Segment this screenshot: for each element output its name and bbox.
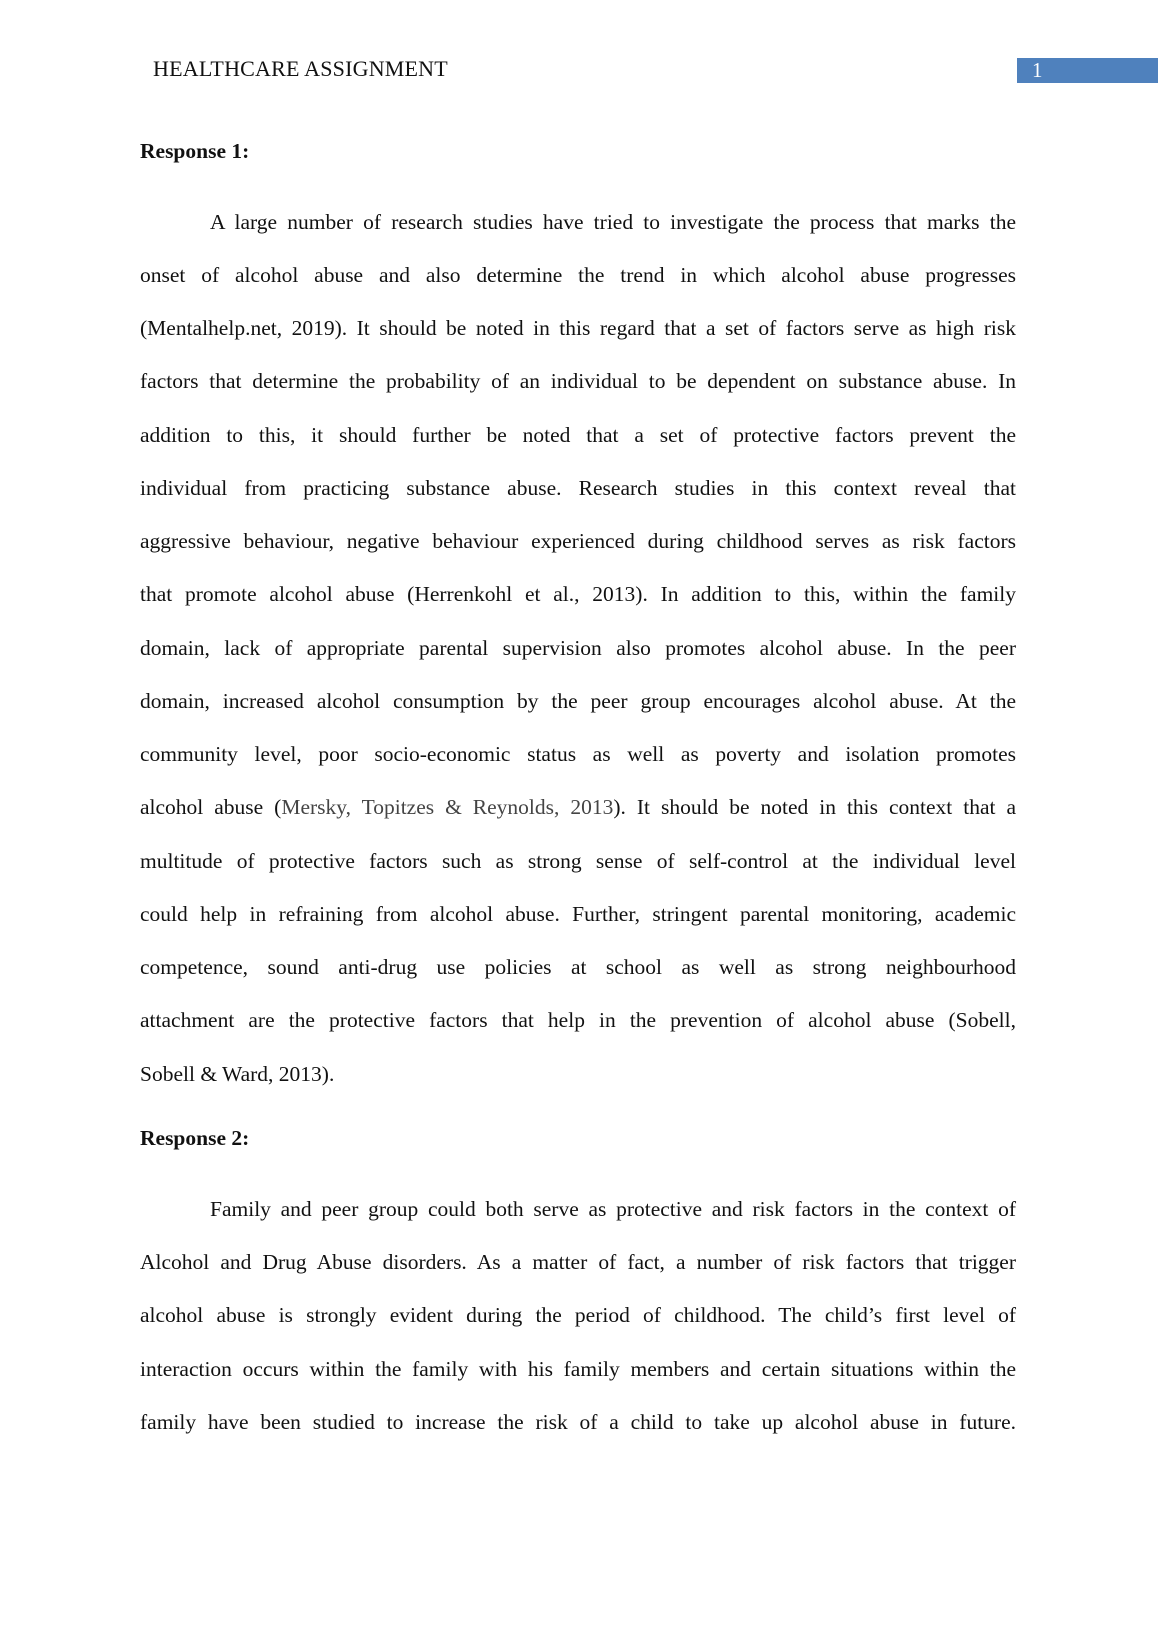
paragraph-line: individual from practicing substance abuse. Research studies in this context reveal that [140,476,1016,500]
paragraph-line: alcohol abuse is strongly evident during the period of childhood. The child’s first level of [140,1303,1016,1327]
paragraph-line: domain, increased alcohol consumption by the peer group encourages alcohol abuse. At the [140,689,1016,713]
page-number-badge [1017,58,1158,83]
running-header-title: HEALTHCARE ASSIGNMENT [153,56,448,81]
paragraph-line: could help in refraining from alcohol abuse. Further, stringent parental monitoring, academic [140,902,1016,926]
paragraph-line: community level, poor socio-economic status as well as poverty and isolation promotes [140,742,1016,766]
paragraph-line-with-citation [140,792,1016,822]
paragraph-line: that promote alcohol abuse (Herrenkohl et al., 2013). In addition to this, within the family [140,582,1016,606]
section-heading: Response 2: [140,1126,250,1150]
paragraph-line: Alcohol and Drug Abuse disorders. As a matter of fact, a number of risk factors that trigger [140,1250,1016,1274]
paragraph-line: factors that determine the probability of an individual to be dependent on substance abuse. In [140,369,1016,393]
line-text-before: alcohol abuse ( [140,795,282,819]
paragraph-line: (Mentalhelp.net, 2019). It should be noted in this regard that a set of factors serve as high risk [140,316,1016,340]
paragraph-line: interaction occurs within the family with his family members and certain situations within the [140,1357,1016,1381]
paragraph-line: aggressive behaviour, negative behaviour experienced during childhood serves as risk factors [140,529,1016,553]
paragraph-line: Sobell & Ward, 2013). [140,1062,335,1086]
paragraph-line: Family and peer group could both serve as protective and risk factors in the context of [210,1197,1016,1221]
citation-text: Mersky, Topitzes & Reynolds, 2013 [281,795,614,819]
paragraph-line: addition to this, it should further be noted that a set of protective factors prevent the [140,423,1016,447]
paragraph-line: competence, sound anti-drug use policies at school as well as strong neighbourhood [140,955,1016,979]
page-number: 1 [1032,58,1043,82]
paragraph-line: family have been studied to increase the risk of a child to take up alcohol abuse in future. [140,1410,1016,1434]
paragraph-line: domain, lack of appropriate parental supervision also promotes alcohol abuse. In the peer [140,636,1016,660]
paragraph-line: onset of alcohol abuse and also determine the trend in which alcohol abuse progresses [140,263,1016,287]
paragraph-line: A large number of research studies have tried to investigate the process that marks the [210,210,1016,234]
paragraph-line: multitude of protective factors such as strong sense of self-control at the individual level [140,849,1016,873]
section-heading: Response 1: [140,139,250,163]
paragraph-line: attachment are the protective factors that help in the prevention of alcohol abuse (Sobell, [140,1008,1016,1032]
line-text-after: ). It should be noted in this context that a [613,795,1016,819]
